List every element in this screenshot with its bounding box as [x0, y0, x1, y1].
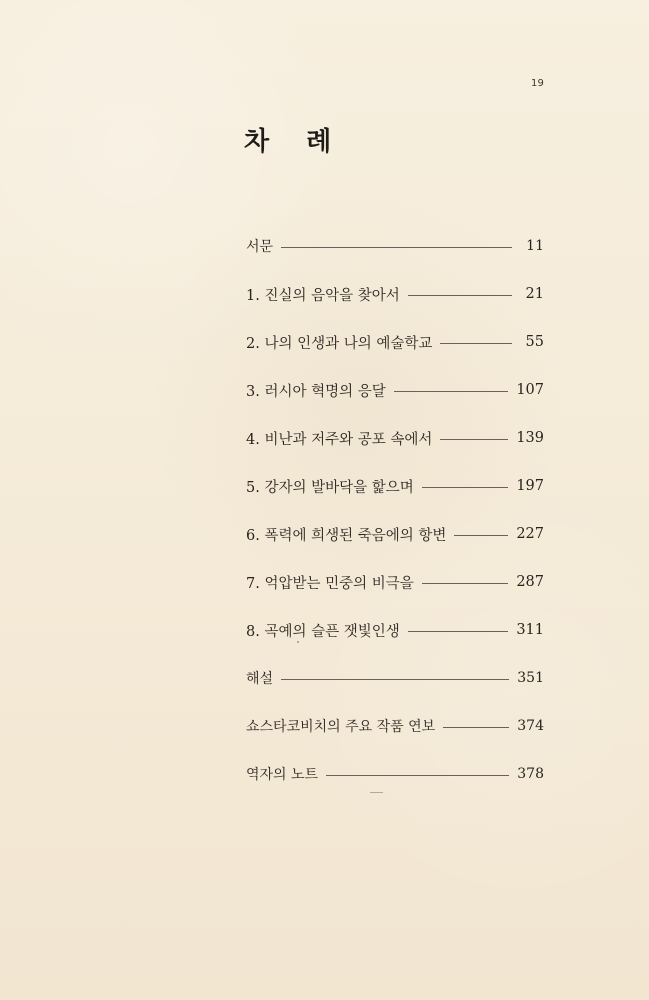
toc-item-7: [246, 558, 544, 606]
toc-leader-line: [408, 631, 509, 632]
toc-item-page: 374: [517, 718, 544, 734]
page-number: 19: [531, 78, 545, 89]
toc-item-6: [246, 510, 544, 558]
toc-item-1: [246, 270, 544, 318]
toc-leader-line: [440, 343, 512, 344]
toc-item-label: 2. 나의 인생과 나의 예술학교: [246, 335, 433, 352]
toc-item-label: 8. 곡예의 슬픈 잿빛인생: [246, 623, 400, 640]
toc-item-8: [246, 606, 544, 654]
toc-leader-line: [408, 295, 512, 296]
toc-item-translator-notes: [246, 750, 544, 798]
toc-item-label: 역자의 노트: [246, 767, 319, 783]
toc-item-page: 11: [526, 238, 544, 254]
toc-item-label: 7. 억압받는 민중의 비극을: [246, 575, 414, 592]
toc-item-page: 197: [516, 478, 544, 494]
toc-item-label: 쇼스타코비치의 주요 작품 연보: [246, 719, 436, 735]
toc-leader-line: [443, 727, 509, 728]
toc-item-label: 4. 비난과 저주와 공포 속에서: [246, 431, 433, 448]
toc-leader-line: [440, 439, 508, 440]
toc-leader-line: [422, 487, 509, 488]
toc-item-page: 287: [516, 574, 544, 590]
toc-item-label: 6. 폭력에 희생된 죽음에의 항변: [246, 527, 447, 544]
toc-leader-line: [281, 247, 512, 248]
toc-item-label: 서문: [246, 239, 274, 255]
toc-item-chronology: [246, 702, 544, 750]
toc-item-2: [246, 318, 544, 366]
toc-item-page: 55: [525, 334, 544, 350]
toc-item-4: [246, 414, 544, 462]
toc-leader-line: [422, 583, 509, 584]
toc-item-commentary: [246, 654, 544, 702]
table-of-contents: [246, 222, 544, 798]
printer-mark: [370, 792, 383, 793]
toc-item-page: 351: [517, 670, 544, 686]
toc-leader-line: [394, 391, 509, 392]
toc-item-3: [246, 366, 544, 414]
toc-item-label: 1. 진실의 음악을 찾아서: [246, 287, 400, 304]
paper-speck: [297, 641, 299, 643]
toc-item-page: 21: [525, 286, 544, 302]
toc-item-5: [246, 462, 544, 510]
toc-leader-line: [281, 679, 509, 680]
toc-item-label: 해설: [246, 671, 274, 687]
toc-item-label: 3. 러시아 혁명의 응달: [246, 383, 386, 400]
toc-item-page: 107: [516, 382, 544, 398]
toc-leader-line: [454, 535, 508, 536]
toc-item-page: 311: [516, 622, 544, 638]
toc-item-page: 378: [517, 766, 544, 782]
toc-leader-line: [326, 775, 509, 776]
toc-item-page: 227: [516, 526, 544, 542]
toc-item-page: 139: [516, 430, 544, 446]
toc-item-preface: [246, 222, 544, 270]
toc-item-label: 5. 강자의 발바닥을 핥으며: [246, 479, 414, 496]
contents-title: 차 례: [244, 127, 346, 157]
